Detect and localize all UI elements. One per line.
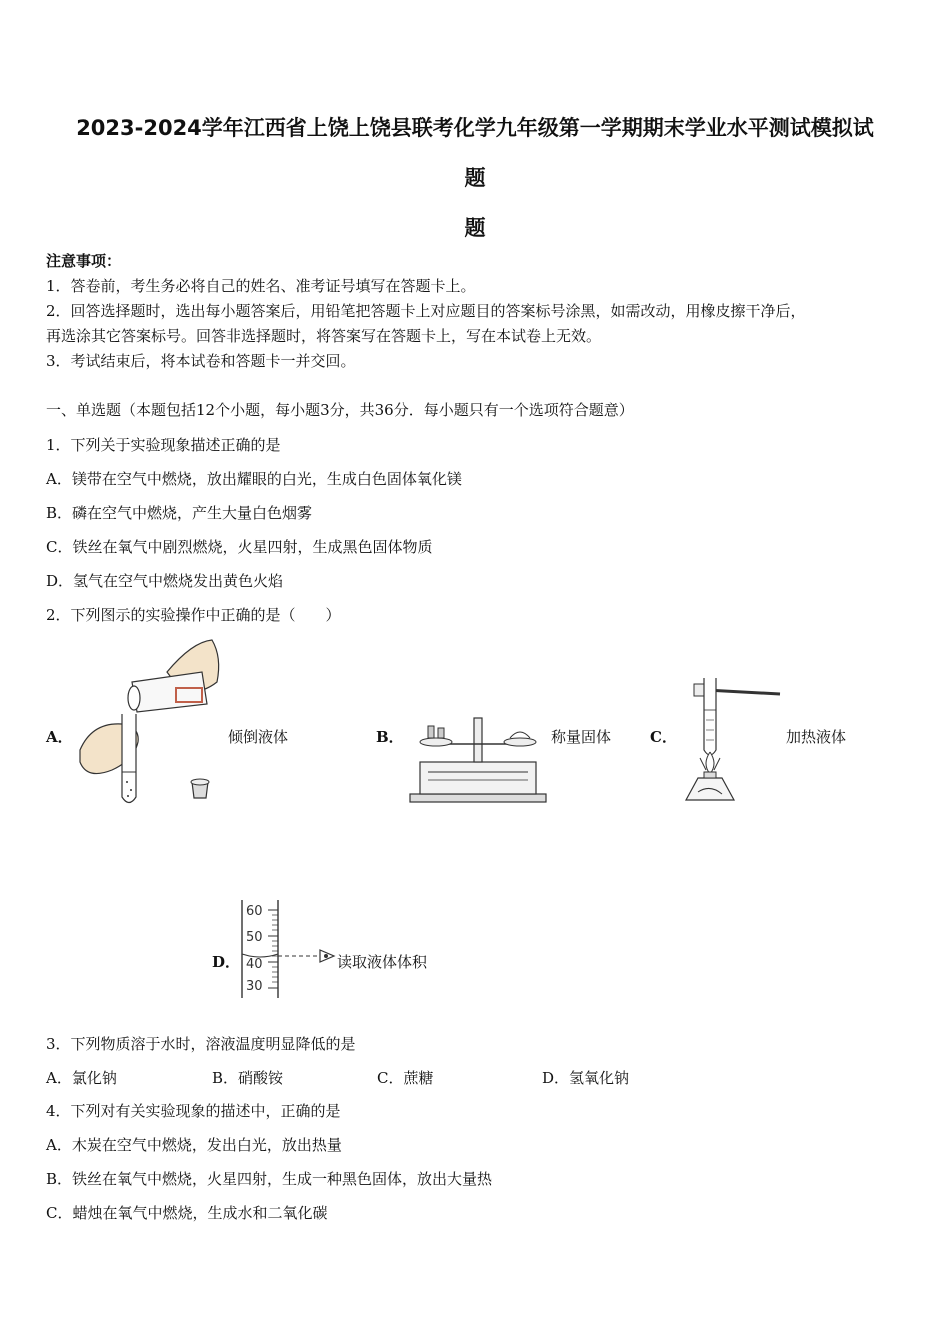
q1-option-b: B．磷在空气中燃烧，产生大量白色烟雾 xyxy=(46,504,313,522)
q1-option-d: D．氢气在空气中燃烧发出黄色火焰 xyxy=(46,572,284,590)
q4-stem: 4．下列对有关实验现象的描述中，正确的是 xyxy=(46,1102,341,1120)
q1-stem: 1．下列关于实验现象描述正确的是 xyxy=(46,436,281,454)
q2-option-b-label: B． xyxy=(376,728,404,746)
notice-item-2b: 再选涂其它答案标号。回答非选择题时，将答案写在答题卡上，写在本试卷上无效。 xyxy=(46,327,602,345)
exam-title-line1: 2023-2024学年江西省上饶上饶县联考化学九年级第一学期期末学业水平测试模拟试 xyxy=(76,116,874,140)
q2-stem: 2．下列图示的实验操作中正确的是（ ） xyxy=(46,606,341,624)
q2-option-c-caption: 加热液体 xyxy=(786,728,847,746)
q3-option-a: A．氯化钠 xyxy=(46,1069,117,1087)
heating-liquid-illustration xyxy=(676,670,786,810)
cylinder-tick-60: 60 xyxy=(246,904,263,919)
q3-option-b: B．硝酸铵 xyxy=(212,1069,284,1087)
q4-option-a: A．木炭在空气中燃烧，发出白光，放出热量 xyxy=(46,1136,342,1154)
notice-item-3: 3．考试结束后，将本试卷和答题卡一并交回。 xyxy=(46,352,356,370)
q2-option-d-caption: 读取液体体积 xyxy=(337,953,428,971)
cylinder-tick-30: 30 xyxy=(246,979,263,994)
balance-scale-illustration xyxy=(408,712,548,804)
notice-item-1: 1．答卷前，考生务必将自己的姓名、准考证号填写在答题卡上。 xyxy=(46,277,476,295)
q2-option-a-label: A． xyxy=(46,728,73,746)
q2-option-b-caption: 称量固体 xyxy=(551,728,612,746)
notice-heading: 注意事项： xyxy=(46,252,122,270)
graduated-cylinder-illustration xyxy=(238,898,338,1000)
q1-option-a: A．镁带在空气中燃烧，放出耀眼的白光，生成白色固体氧化镁 xyxy=(46,470,462,488)
q2-option-d-label: D． xyxy=(212,953,241,971)
q4-option-b: B．铁丝在氧气中燃烧，火星四射，生成一种黑色固体，放出大量热 xyxy=(46,1170,493,1188)
cylinder-tick-40: 40 xyxy=(246,957,263,972)
exam-title-line2: 题 xyxy=(464,166,486,190)
notice-item-2a: 2．回答选择题时，选出每小题答案后，用铅笔把答题卡上对应题目的答案标号涂黑，如需改动，用橡皮擦干净后， xyxy=(46,302,806,320)
q2-option-a-caption: 倾倒液体 xyxy=(228,728,289,746)
q3-option-c: C．蔗糖 xyxy=(377,1069,434,1087)
q4-option-c: C．蜡烛在氧气中燃烧，生成水和二氧化碳 xyxy=(46,1204,328,1222)
q1-option-c: C．铁丝在氧气中剧烈燃烧，火星四射，生成黑色固体物质 xyxy=(46,538,433,556)
section-heading: 一、单选题（本题包括12个小题，每小题3分，共36分．每小题只有一个选项符合题意） xyxy=(46,401,634,419)
cylinder-tick-50: 50 xyxy=(246,930,263,945)
q3-stem: 3．下列物质溶于水时，溶液温度明显降低的是 xyxy=(46,1035,356,1053)
q2-option-c-label: C． xyxy=(650,728,677,746)
exam-title-line3: 题 xyxy=(464,216,486,240)
pouring-liquid-illustration xyxy=(72,632,232,812)
q3-option-d: D．氢氧化钠 xyxy=(542,1069,630,1087)
